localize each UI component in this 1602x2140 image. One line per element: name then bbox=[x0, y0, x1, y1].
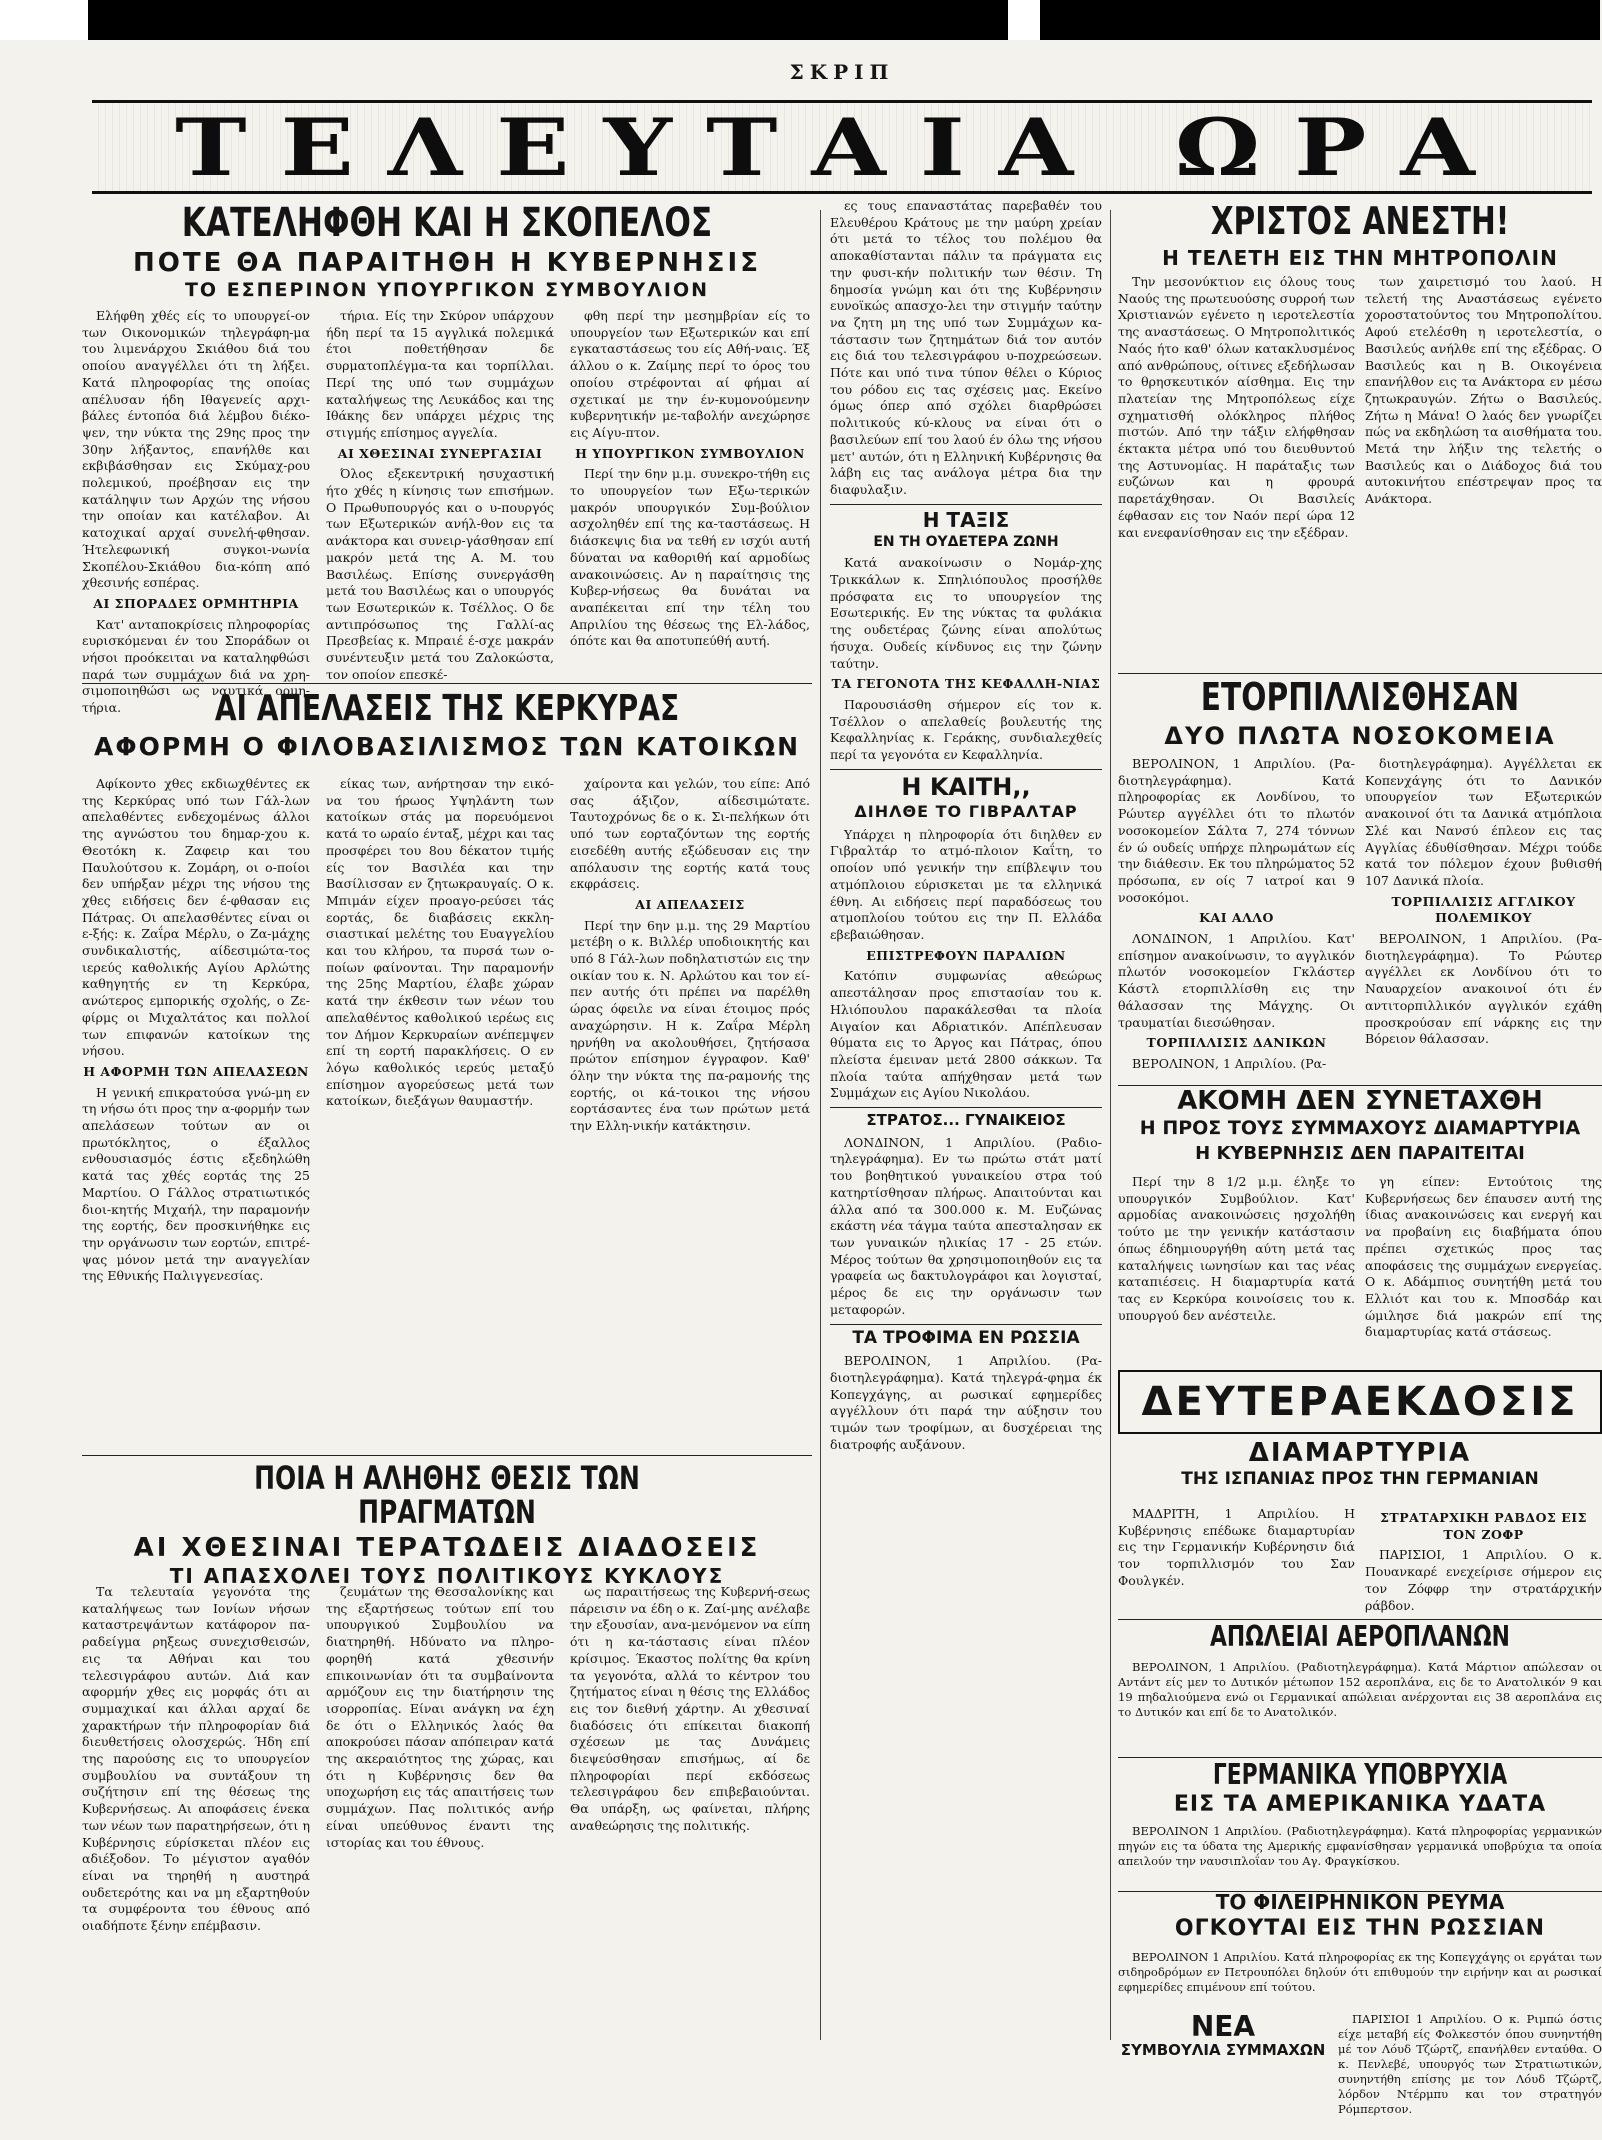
section-subhead: Η ΑΦΟΡΜΗ ΤΩΝ ΑΠΕΛΑΣΕΩΝ bbox=[83, 1063, 309, 1079]
paragraph: ΠΑΡΙΣΙΟΙ 1 Απριλίου. Ο κ. Ριμπώ όστις είχε μεταβή είς Φολκεστόν όπου συνηντήθη μέ τον Λόυδ Τζώρτζ, επανήλθεν ενταύθα. Ο κ. Πενλεβέ, υπουργός των Στρατιωτικών, συνηντήθη επίσης με τον Λόυδ Τζώρτζ, λόρδον Ντέρμπυ και τον στρατηγόν Ρόμπερτσον. bbox=[1338, 2012, 1602, 2116]
headline-text: ΚΑΤΕΛΗΦΘΗ ΚΑΙ Η ΣΚΟΠΕΛΟΣ bbox=[181, 200, 713, 246]
subheadline: ΑΦΟΡΜΗ Ο ΦΙΛΟΒΑΣΙΛΙΣΜΟΣ ΤΩΝ ΚΑΤΟΙΚΩΝ bbox=[93, 731, 801, 761]
paragraph: Κατά ανακοίνωσιν ο Νομάρ-χης Τρικκάλων κ. Σπηλιόπουλος προσήλθε πρόσφατα εις το υπουργείον της Εσωτερικής. Εν της νύκτας τα φυλάκια της ουδετέρας ζώνης είναι απολύτως ήσυχα. Ουδείς κίνδυνος εις την ζώνην ταύτην. bbox=[830, 555, 1102, 671]
article-column bbox=[326, 308, 554, 682]
paragraph: ΠΑΡΙΣΙΟΙ, 1 Απριλίου. Ο κ. Πουανκαρέ ενεχείρισε σήμερον εις τον Ζόφφρ την στρατάρχικήν ράβδον. bbox=[1365, 1547, 1602, 1613]
masthead: ΣΚΡΙΠ bbox=[789, 60, 895, 84]
article-column bbox=[570, 308, 810, 672]
headline: ΤΑ ΤΡΟΦΙΜΑ ΕΝ ΡΩΣΣΙΑ bbox=[852, 1327, 1080, 1348]
paragraph: γη είπεν: Εντούτοις της Κυβερνήσεως δεν έπαυσεν αυτή της ίδιας ανακοινώσεις και ενεργή και να προβαίνη εις διαβήματα όπου πρέπει σχετικώς προς τας αποφάσεις της συμμάχων ενεργείας. Ο κ. Αδάμπιος συνητήθη μετά του Ελλιότ και του κ. Μποσδάρ και ώμιλησε διά μακρών επί της διαμαρτυρίας κατά στάσεως. bbox=[1365, 1174, 1602, 1340]
subheadline: ΕΙΣ ΤΑ ΑΜΕΡΙΚΑΝΙΚΑ ΥΔΑΤΑ bbox=[1173, 1792, 1547, 1818]
section-subhead: ΣΤΡΑΤΑΡΧΙΚΗ ΡΑΒΔΟΣ ΕΙΣ ΤΟΝ ΖΟΦΡ bbox=[1380, 1510, 1587, 1542]
paragraph: Κατ' ανταποκρίσεις πληροφορίας ευρισκόμεναι έν του Σποράδων οι νήσοι προόκειται να καταληφθώσι παρά των συμμάχων διά να χρη-σιμοποιηθώσι ως ναυτικά ορμη-τήρια. bbox=[82, 616, 310, 716]
subheadline: ΤΟ ΕΣΠΕΡΙΝΟΝ ΥΠΟΥΡΓΙΚΟΝ ΣΥΜΒΟΥΛΙΟΝ bbox=[184, 279, 710, 302]
article-column bbox=[1118, 756, 1355, 1136]
paragraph: χαίροντα και γελών, του είπε: Από σας άξιζον, αίδεσιμώτατε. Ταυτοχρόνως δε ο κ. Σι-πελήκων ότι υπό των εορταζόντων της εορτής εισεδέθη αυτής εξώδευσαν εις την απόλαυσιν της εορτής κατά τους εκφράσεις. bbox=[570, 776, 810, 892]
paragraph: ΒΕΡΟΛΙΝΟΝ, 1 Απριλίου. (Ρα-διοτηλεγράφημα). Κατά τηλεγρά-φημα έκ Κοπεγχάγης, αι ρωσικαί εφημερίδες αγγέλλουν ότι παρά την αύξησιν του τιμών των τροφίμων, αι δυσχέρειαι της διατροφής αυξάνουν. bbox=[830, 1353, 1102, 1452]
paragraph: Περί την 6ην μ.μ. συνεκρο-τήθη εις το υπουργείον των Εξω-τερικών μακρόν υπουργικόν Συμ-βούλιον ασχοληθέν επί της κα-ταστάσεως. Η διάσκεψις δια να τεθή εν ισχύι αυτή δύναται να καθοριθή καί αρμοδίως ανακοινώσεις. Αν η παραίτησις της Κυβερ-νήσεως θα δυνάται να αναπέκειται επί την τέλη του Απριλίου της θέσεως της Ελ-λάδος, όπότε και θα αποτυπεύθή αυτή. bbox=[570, 466, 810, 649]
paragraph: Περί την 8 1/2 μ.μ. έληξε το υπουργικόν Συμβούλιον. Κατ' αρμοδίας ανακοινώσεις ησχολήθη τούτο με την γενικήν κατάστασιν όπως έδημιουργήθη αύτη μετά τας καταλήψεις ιωνησίων και τας νέας καταπιέσεις. Η διαμαρτυρία κατά τας εν Κερκύρα κοινοίσεις του κ. υπουργού δεν ανέστειλε. bbox=[1118, 1174, 1355, 1323]
column-rule bbox=[1110, 210, 1111, 2040]
section-subhead: Η ΥΠΟΥΡΓΙΚΟΝ ΣΥΜΒΟΥΛΙΟΝ bbox=[575, 445, 805, 461]
paragraph: ΒΕΡΟΛΙΝΟΝ 1 Απριλίου. Κατά πληροφορίας εκ της Κοπεγχάγης οι εργάται των σιδηροδρόμων εν Πετρουπόλει δηλούν ότι επιθυμούν την ειρήνην και αι ρωσικαί εφημερίδες επιμένουν επί τούτου. bbox=[1118, 1950, 1602, 1994]
divider bbox=[830, 1107, 1102, 1108]
section-banner bbox=[92, 100, 1592, 194]
article-column bbox=[82, 1584, 310, 2104]
headline-text: ΑΙ ΑΠΕΛΑΣΕΙΣ ΤΗΣ ΚΕΡΚΥΡΑΣ bbox=[214, 688, 680, 729]
torpedo-article bbox=[1118, 756, 1602, 1136]
paragraph: ζευμάτων της Θεσσαλονίκης και της εξαρτήσεως τούτων επί του υπουργικού Συμβουλίου να διατηρηθή. Ηδύνατο να πληρο-φορηθή κατά χθεσινήν επικοινωνίαν ότι τα συμβαίνοντα αρμόζουν εις την διατήρησιν της ισορροπίας. Είναι ανάγκη να έχη δε ότι ο Ελληνικός λαός θα αποκρούσει πάσαν απόπειραν κατά της ακεραιότητος της χώρας, και ότι η Κυβέρνησις δεν θα υποχωρήση εις τάς απαιτήσεις των συμμάχων. Πας πολιτικός ανήρ είναι υπεύθυνος έναντι της ιστορίας και του έθνους. bbox=[326, 1584, 554, 1850]
paragraph: ΒΕΡΟΛΙΝΟΝ 1 Απριλίου. (Ραδιοτηλεγράφημα). Κατά πληροφορίας γερμανικών πηγών εις τα ύδατα της Αμερικής εμφανίσθησαν γερμανικά υποβρύχια τα οποία απειλούν την ναυσιπλοΐαν του Αγ. Φραγκίσκου. bbox=[1118, 1824, 1602, 1868]
section-subhead: ΤΑ ΓΕΓΟΝΟΤΑ ΤΗΣ ΚΕΦΑΛΛΗ-ΝΙΑΣ bbox=[831, 676, 1101, 692]
headline bbox=[82, 690, 812, 728]
pragmaton-headlines bbox=[82, 1458, 812, 1589]
divider bbox=[830, 769, 1102, 770]
headline bbox=[1118, 199, 1602, 243]
article-column bbox=[82, 776, 310, 1446]
headline bbox=[82, 202, 812, 244]
headline-text: ΧΡΙΣΤΟΣ ΑΝΕΣΤΗ! bbox=[1210, 199, 1510, 243]
paragraph: ΒΕΡΟΛΙΝΟΝ, 1 Απριλίου. (Ραδιοτηλεγράφημα). Κατά Μάρτιον απώλεσαν οι Αντάντ είς μεν το Δυτικόν μέτωπον 152 αεροπλάνα, εις δε το Ανατολικόν 9 και 19 πηδαλιούμενα ενώ οι Γερμανικαί απώλειαι ανέρχονται εις 38 αεροπλάνα εις το Δυτικόν και επί δε το Ανατολικόν. bbox=[1118, 1660, 1602, 1719]
paragraph: Κατόπιν συμφωνίας αθεώρως απεστάλησαν προς επιστασίαν του κ. Ηλιόπουλου παρακάλεσθαι τα πλοία Αιγαίον και Αδριατικόν. Απέπλευσαν θύματα εις το Άργος και Πάτρας, όπου πλείστα έμειναν μετά 2800 σάκκων. Τα πλοία ταύτα απήχθησαν μετά των Συμμάχων εις Αγίου Νικολάου. bbox=[830, 968, 1102, 1101]
section-subhead: ΑΙ ΧΘΕΣΙΝΑΙ ΣΥΝΕΡΓΑΣΙΑΙ bbox=[337, 445, 543, 461]
peace-headlines bbox=[1118, 1890, 1602, 1950]
article-column bbox=[1338, 2012, 1602, 2116]
subheadline: ΔΙΗΛΘΕ ΤΟ ΓΙΒΡΑΛΤΑΡ bbox=[854, 801, 1078, 821]
section-subhead: ΑΙ ΣΠΟΡΑΔΕΣ ΟΡΜΗΤΗΡΙΑ bbox=[93, 595, 299, 611]
section-subhead: ΤΟΡΠΙΛΛΙΣΙΣ ΑΓΓΛΙΚΟΥ ΠΟΛΕΜΙΚΟΥ bbox=[1391, 893, 1576, 926]
paragraph: Αφίκοντο χθες εκδιωχθέντες εκ της Κερκύρας υπό των Γάλ-λων απελαθέντες ενδεχομένως άλλοι της αγνώστου του δημαρ-χου κ. Θεοτόκη κ. Ζαφειρ και του Παυλούτσου κ. Ζομάρη, οι ο-ποίοι δεν υπήρξαν μέχρι της νήσου της χθες ειδήσεις δεν έ-φθασαν εις Πάτρας. Οι απελασθέντες είναι οι ε-ξής: κ. Ζαΐρα Μέρλυ, ο Ζα-μάχης συνδικαλιστής, αίδεσιμώτα-τος ιερεύς καθολικής Αγίου Αρλώτης καθηγητής εν τη Κερκύρα, ανώτερος εμπορικής σχολής, ο Ζε-φίρμς οι Μιχαλτάτος και πολλοί των επιφανών κατοίκων της νήσου. bbox=[82, 776, 310, 1059]
article-column bbox=[1118, 1174, 1355, 1364]
divider bbox=[82, 1455, 812, 1456]
paragraph: ΛΟΝΔΙΝΟΝ, 1 Απριλίου. Κατ' επίσημον ανακοίνωσιν, το αγγλικόν πλωτόν νοσοκομείον Γκλάστερ Κάστλ ετορπιλλίσθη εις την θάλασσαν της Μάγχης. Οι τραυματίαι διεσώθησαν. bbox=[1118, 931, 1355, 1030]
article-column bbox=[1118, 274, 1355, 664]
paragraph: Ελήφθη χθές είς το υπουργεί-ον των Οικονομικών τηλεγράφη-μα του λιμενάρχου Σκιάθου διά του οποίου αναγγέλλει ότι τη λήξει. Κατά πληροφορίας της οποίας απέλυσαν ήδη Ιθαγενείς αρχι-βάλες έντοπόα διά λέμβου διέκο-ψεν, την νύκτα της 29ης προς την 30ην λήξαντος, επανήλθε και εκβιβάσθησαν εις Σκύμαχ-ρου πολεμικού, προέβησαν εις την κατάληψιν των Αρχών της νήσου την οποίαν και κατέλαβον. Αι κατοχικαί αρχαί συνελή-φθησαν. Ήτελεφωνική συγκοι-νωνία Σκοπέλου-Σκιάθου δια-κόπη από χθεσινής εσπέρας. bbox=[82, 308, 310, 591]
paragraph: Υπάρχει η πληροφορία ότι διηλθεν εν Γιβραλτάρ το ατμό-πλοιον Καΐτη, το οποίον υπό γενικήν την επίβλεψιν του ατμόπλοιου εύρισκεται με τα ελληνικά έθνη. Αι ειδήσεις περί παραδόσεως του ατμοπλοίου τούτου εις την Π. Ελλάδα εβεβαιώθησαν. bbox=[830, 826, 1102, 942]
divider bbox=[82, 683, 812, 684]
easter-headlines bbox=[1118, 198, 1602, 270]
subheadline: ΔΥΟ ΠΛΩΤΑ ΝΟΣΟΚΟΜΕΙΑ bbox=[1164, 721, 1556, 750]
headline bbox=[1118, 1622, 1602, 1651]
article-column bbox=[1365, 1174, 1602, 1364]
paragraph: ΒΕΡΟΛΙΝΟΝ, 1 Απριλίου. (Ρα-διοτηλεγράφημα). Κατά πληροφορίας εκ Λονδίνου, το Ρώυτερ αγγέλλει ότι το πλωτόν νοσοκομείον Σάλτα 7, 274 τόννων έν ώ ουδείς υπήρχε πληρωμάτων είς την διάθεσιν. Εκ του πληρώματος 52 πρόσωπα, εν οίς 7 ιατροί και 9 νοσοκόμοι. bbox=[1118, 756, 1355, 905]
second-edition-banner bbox=[1118, 1370, 1602, 1434]
article-column bbox=[1365, 274, 1602, 664]
paragraph: ες τους επαναστάτας παρεβαθέν του Ελευθέρου Κράτους με την μαύρη χρείαν ότι μετά το τέλος του πολέμου θα αποκαθίστανται πάλιν τα πράγματα εις την φυσι-κήν πολιτικήν των θέσιν. Τη δημοσία γνώμη και ότι της Κυβέρνησιν ευνοϊκώς απασχο-λει την στιγμήν ταύτην να ζητη μη της υπό των Συμμάχων κα-τάστασιν των ζητημάτων διά τον αυτόν εις διά του τελεσιγράφου υ-ποχρεώσεων. Πότε και υπό τινα τύπον θέλει ο Κύριος του ρόδου εις τας σχέσεις μας. Εκείνο όμως όπερ από σχόλει διαρθρώσει πολιτικούς κύ-κλους να είναι ότι ο βασιλεύων επί του λαού έν όλω της νήσου μετ' αυτών, ότι η Ελληνική Κυβέρνησις θα λάβη εις τας ανάλογα μέτρα δια την διαφυλαξιν. bbox=[830, 198, 1102, 497]
paragraph: τήρια. Είς την Σκύρον υπάρχουν ήδη περί τα 15 αγγλικά πολεμικά έτοι ποθετήθησαν δε συρματοπλέγμα-τα και τορπίλλαι. Περί της υπό των συμμάχων καταλήψεως της Λευκάδος και της Ιθάκης δεν υπάρχει μέχρις της στιγμής επίσημος αγγελία. bbox=[326, 308, 554, 440]
headline: ΣΤΡΑΤΟΣ... ΓΥΝΑΙΚΕΙΟΣ bbox=[866, 1111, 1066, 1130]
subheadline: ΕΝ ΤΗ ΟΥΔΕΤΕΡΑ ΖΩΝΗ bbox=[873, 533, 1059, 550]
paragraph: ΜΑΔΡΙΤΗ, 1 Απριλίου. Η Κυβέρνησις επέδωκε διαμαρτυρίαν εις την Γερμανικήν Κυβέρνησιν διά τον τορπιλλισμόν του Σαν Φουλγκέν. bbox=[1118, 1506, 1355, 1588]
paragraph: Όλος εξεκεντρική ησυχαστική ήτο χθές η κίνησις των επισήμων. Ο Πρωθυπουργός και ο υ-πουργός των Εξωτερικών ανήλ-θον εις τα ανάκτορα και συνειρ-γάσθησαν επί μακρόν μετά της Α. Μ. του Βασιλέως. Επίσης συνεργάσθη μετά του Βασιλέως και ο υπουργός των Εσωτερικών κ. Τσέλλος. Ο δε αντιπρόσωπος της Γαλλί-ας Πρεσβείας κ. Μπραιέ έ-σχε μακράν συνέντευξιν μετά του Ζαλοκώστα, τον οποίον επεσκέ- bbox=[326, 466, 554, 682]
headline bbox=[1118, 1760, 1602, 1789]
headline: Η ΤΑΞΙΣ bbox=[922, 507, 1010, 532]
paragraph: είκας των, ανήρτησαν την εικό-να του ήρωος Υψηλάντη των κατοίκων στάς μα πορευόμενοι κατά το ωραίο ένταξ, μέχρι και τας προσφέρει του 8ου δέκατον τιμής είς τον Βασιλέα και την Βασίλισσαν εν ζητωκραυγαίς. Ο κ. Μπιμάν είχεν προαγο-ρεύσει τάς εορτάς, δε διαβάσεις εκκλη-σιαστικαί μελέτης του Ευαγγελίου και του κλήρου, τα πυρσά των ο-ποίων φαίνονται. Την παραμονήν της 25ης Μαρτίου, έλαβε χώραν κατά την έκθεσιν των νέων του απελαθέντος καθολικού ιερέως εις τον Δήμον Κερκυραίων ανέπεμψεν επί τη εορτή παρακλήσεις. Ο εν λόγω καθολικός ιερεύς μεταξύ επίσημον αγορεύσεως μετά των κατοίκων, διεξάγων θαυμαστήν. bbox=[326, 776, 554, 1109]
kerkyra-headlines bbox=[82, 686, 812, 772]
headline: ΑΚΟΜΗ ΔΕΝ ΣΥΝΕΤΑΧΘΗ bbox=[1177, 1086, 1543, 1116]
submarine-headlines bbox=[1118, 1758, 1602, 1822]
allied-councils bbox=[1118, 2010, 1602, 2116]
paragraph: διοτηλεγράφημα). Αγγέλλεται εκ Κοπενχάγης ότι το Δανικόν υπουργείον των Εξωτερικών ανακοινοί ότι τα Δανικά ατμόπλοια Σλέ και Νανσύ έπλεον εις τας Αγγλίας έδυθίσθησαν. Μέχρι τούδε κατά τον πόλεμον έχουν βυθισθή 107 Δανικά πλοία. bbox=[1365, 756, 1602, 888]
article-column bbox=[326, 776, 554, 1446]
easter-article bbox=[1118, 274, 1602, 664]
scan-black-band bbox=[88, 0, 1008, 40]
lead-headlines bbox=[82, 198, 812, 302]
headline bbox=[1118, 675, 1602, 719]
section-subhead: ΚΑΙ ΑΛΛΟ bbox=[1199, 910, 1274, 926]
subheadline: ΣΥΜΒΟΥΛΙΑ ΣΥΜΜΑΧΩΝ bbox=[1120, 2041, 1326, 2060]
spain-article bbox=[1118, 1506, 1602, 1613]
subheadline: Η ΚΥΒΕΡΝΗΣΙΣ ΔΕΝ ΠΑΡΑΙΤΕΙΤΑΙ bbox=[1195, 1143, 1525, 1165]
section-subhead: ΤΟΡΠΙΛΛΙΣΙΣ ΔΑΝΙΚΩΝ bbox=[1146, 1035, 1327, 1051]
scan-black-band bbox=[1040, 0, 1600, 40]
subheadline: ΤΙ ΑΠΑΣΧΟΛΕΙ ΤΟΥΣ ΠΟΛΙΤΙΚΟΥΣ ΚΥΚΛΟΥΣ bbox=[169, 1564, 725, 1589]
headline-text: ΕΤΟΡΠΙΛΛΙΣΘΗΣΑΝ bbox=[1200, 675, 1520, 719]
column-rule bbox=[820, 210, 821, 2040]
article-column bbox=[570, 1584, 810, 2104]
peace-article bbox=[1118, 1950, 1602, 2010]
section-subhead: ΑΙ ΑΠΕΛΑΣΕΙΣ bbox=[635, 896, 745, 912]
divider bbox=[830, 1324, 1102, 1325]
subheadline: Η ΤΕΛΕΤΗ ΕΙΣ ΤΗΝ ΜΗΤΡΟΠΟΛΙΝ bbox=[1162, 245, 1558, 270]
submarine-article bbox=[1118, 1824, 1602, 1884]
article-column bbox=[1365, 756, 1602, 1136]
article-column bbox=[326, 1584, 554, 2104]
paragraph: φθη περί την μεσημβρίαν είς το υπουργείον των Εξωτερικών και επί εγκαταστάσεως του είς Αθή-ναις. Έξ άλλου ο κ. Ζαίμης περί το όρος του οποίου στρέφονται αί φήμαι αί σχετικαί με την έν-κυμονούμενην κυβερνητικήν με-ταβολήν ανεχώρησε εις Αίγυ-πτον. bbox=[570, 308, 810, 440]
headline: ΔΙΑΜΑΡΤΥΡΙΑ bbox=[1248, 1438, 1472, 1468]
aircraft-headlines bbox=[1118, 1620, 1602, 1660]
paragraph: των χαιρετισμό του λαού. Η τελετή της Αναστάσεως εγένετο χοροστατούντος του Μητροπολίτου. Αφού ετελέσθη η ιεροτελεστία, ο Βασιλεύς ανήλθε επί της εξέδρας. Ο Βασιλεύς και η Β. Οικογένεια επανήλθον εις τα Ανάκτορα εν μέσω ζητωκραυγών. Ζήτω ο Βασιλεύς. Ζήτω η Μάνα! Ο λαός δεν γνωρίζει πώς να εκδηλώση τα αισθήματα του. Μετά την λήξιν της τελετής ο Βασιλεύς και ο Διάδοχος διά του αυτοκινήτου επέστρεψαν προς τα Ανάκτορα. bbox=[1365, 274, 1602, 507]
paragraph: Τα τελευταία γεγονότα της καταλήψεως των Ιονίων νήσων καταστρεψάντων κατάφορον πα-ραδείγμα ρηξεως συνεχισθεισών, εις τα Αθήναι και του τελεσιγράφου αυτών. Διά καν αφορμήν χθες εις μορφάς ότι αι συμμαχικαί και άλλαι αρχαί δε χαρακτήρων τήν πληροφορίαν διά διευθετήσεις ολοσχερώς. Ήδη επί της παρούσης εις το υπουργείον συμβουλίου να συντάξουν τη συζήτησιν επί της θέσεως της Κυβερνήσεως. Αι αποφάσεις ένεκα των νέων των παρατηρήσεων, ότι η Κυβέρνησις εύρίσκεται πλέον εις αδιέξοδον. Το μέγιστον αγαθόν είναι να τηρηθή η αυστηρά ουδετερότης και να μη εξαρτηθούν τα συμφέροντα του έθνους από οιαδήποτε ξένην επέμβασιν. bbox=[82, 1584, 310, 1934]
headline-text: ΑΠΩΛΕΙΑΙ ΑΕΡΟΠΛΑΝΩΝ bbox=[1210, 1620, 1510, 1653]
banner-title: ΔΕΥΤΕΡΑΕΚΔΟΣΙΣ bbox=[1141, 1379, 1579, 1425]
allied-councils-head bbox=[1118, 2012, 1328, 2108]
paragraph: ως παραιτήσεως της Κυβερνή-σεως πάρεισιν να έδη ο κ. Ζαί-μης ανέλαβε την εξουσίαν, ανα-μενόμενον να είπη ότι η κα-τάστασις είναι πλέον κρίσιμος. Έκαστος πολίτης θα κρίνη τα γεγονότα, αλλά το κέντρον του ζητήματος είναι η θέσις της Ελλάδος εις τον διεθνή χάρτην. Αι χθεσιναί διαδόσεις ότι επίκειται διακοπή σχέσεων με τας Δυνάμεις διεψεύσθησαν επισήμως, αί δε πληροφορίαι περί εκδόσεως τελεσιγράφου δεν επιβεβαιούνται. Θα υπάρξη, ως φαίνεται, πλήρης αναθεώρησις της πολιτικής. bbox=[570, 1584, 810, 1833]
subheadline: ΑΙ ΧΘΕΣΙΝΑΙ ΤΕΡΑΤΩΔΕΙΣ ΔΙΑΔΟΣΕΙΣ bbox=[133, 1533, 761, 1564]
middle-column bbox=[830, 198, 1102, 2098]
subheadline: ΟΓΚΟΥΤΑΙ ΕΙΣ ΤΗΝ ΡΩΣΣΙΑΝ bbox=[1174, 1916, 1546, 1941]
headline bbox=[82, 1459, 812, 1531]
headline: ΝΕΑ bbox=[1190, 2010, 1256, 2043]
paragraph: Η γενική επικρατούσα γνώ-μη εν τη νήσω ότι προς την α-φορμήν των απελάσεων τούτων αν οι πρωτόκλητος, ο έξαλλος ενθουσιασμός έστις εξεδηλώθη κατά τας χθές εορτάς της 25 Μαρτίου. Ο Γάλλος στρατιωτικός διοι-κητής Μιχαήλ, την παραμονήν της εορτής, δεν προσκινήθηκε εις την οργάνωσιν των εορτών, επιτρέ-ψας μόνον μετά την αναγγελίαν της Εθνικής Παλιγγενεσίας. bbox=[82, 1084, 310, 1284]
subheadline: Η ΠΡΟΣ ΤΟΥΣ ΣΥΜΜΑΧΟΥΣ ΔΙΑΜΑΡΤΥΡΙΑ bbox=[1139, 1117, 1581, 1140]
divider bbox=[830, 504, 1102, 505]
article-column bbox=[1118, 1506, 1355, 1610]
aircraft-article bbox=[1118, 1660, 1602, 1750]
headline: Η ΚΑΙΤΗ,, bbox=[901, 772, 1031, 801]
spain-headlines bbox=[1118, 1438, 1602, 1508]
protest-article bbox=[1118, 1174, 1602, 1364]
paragraph: Περί την 6ην μ.μ. της 29 Μαρτίου μετέβη ο κ. Βιλλέρ υποδιοικητής και υπό 8 Γάλ-λων ποδηλατιστών εις την οικίαν του κ. Ν. Αρλώτου και τον εί-πεν αυτής ότι πρέπει να παρέλθη ώρας όφειλε να είναι έτοιμος πρός αναχώρησιν. Η κ. Ζαΐρα Μέρλη ηρνήθη να ακολουθήσει, ζητήσασα πρώτον επίσημον έγγραφον. Καθ' όλην την νύκτα της πα-ραμονής της εορτής, οι κά-τοικοι της νήσου εορτάσαντες ένα των πρώτων μετά την Ελλη-νικήν κατάκτησιν. bbox=[570, 917, 810, 1134]
newspaper-page bbox=[82, 60, 1602, 2120]
subheadline: ΠΟΤΕ ΘΑ ΠΑΡΑΙΤΗΘΗ Η ΚΥΒΕΡΝΗΣΙΣ bbox=[133, 248, 761, 278]
headline: ΤΟ ΦΙΛΕΙΡΗΝΙΚΟΝ ΡΕΥΜΑ bbox=[1215, 1890, 1505, 1914]
paragraph: ΒΕΡΟΛΙΝΟΝ, 1 Απριλίου. (Ρα-διοτηλεγράφημα). Το Ρώυτερ αγγέλλει εκ Λονδίνου ότι το Ναυαρχείον ανακοινοί ότι έν αντιτορπιλλικόν αγγλικόν εχάθη προσκρούσαν επί νάρκης εις την Βόρειον θάλασσαν. bbox=[1365, 931, 1602, 1047]
torpedo-headlines bbox=[1118, 674, 1602, 754]
paragraph: ΛΟΝΔΙΝΟΝ, 1 Απριλίου. (Ραδιο-τηλεγράφημα). Εν τω πρώτω στάτ ματί του βοηθητικού γυναικείου στρα τού κατηρτίσθησαν πλήρως. Απαιτούνται και άλλα από τα 300.000 κ. Μ. Ευζώνας εκάστη νέα τάγμα ταύτα απεσταλησαν εκ των γυναικών ηλικίας 17 - 25 ετών. Μέρος τούτων θα χρησιμοποιηθούν εις τα γραφεία ως δακτυλογράφοι και λογισταί, μέρος δε εις την οργάνωσιν των μεταφορών. bbox=[830, 1134, 1102, 1317]
section-subhead: ΕΠΙΣΤΡΕΦΟΥΝ ΠΑΡΑΛΙΩΝ bbox=[866, 947, 1066, 963]
paragraph: Παρουσιάσθη σήμερον είς τον κ. Τσέλλον ο απελαθείς βουλευτής της Κεφαλληνίας κ. Γεράκης, συνδιαλεχθείς περί τα γεγονότα εν Κεφαλληνία. bbox=[830, 696, 1102, 763]
protest-headlines bbox=[1118, 1086, 1602, 1172]
banner-title: ΤΕΛΕΥΤΑΙΑ ΩΡΑ bbox=[175, 100, 1509, 194]
paragraph: Την μεσονύκτιον εις όλους τους Ναούς της πρωτευούσης συρροή των Χριστιανών εγένετο η ιεροτελεστία της αναστάσεως. Ο Μητροπολιτικός Ναός ήτο καθ' όλων κατακλυσμένος από ανθρώπους, οίτινες εξεδήλωσαν το θρησκευτικόν αίσθημα. Εις την πλατείαν της Μητροπόλεως είχε σχηματισθή ολόκληρος πλήθος πιστών. Από την τάξιν ελήφθησαν έκτακτα μέτρα υπό του διευθυντού της Αστυνομίας. Η παράταξις των ευζώνων και η φρουρά παρετάχθησαν. Οι Βασιλείς έφθασαν εις τον Ναόν περί ώρα 12 και ενεφανίσθησαν εις την εξέδραν. bbox=[1118, 274, 1355, 540]
article-column bbox=[1365, 1506, 1602, 1613]
subheadline: ΤΗΣ ΙΣΠΑΝΙΑΣ ΠΡΟΣ ΤΗΝ ΓΕΡΜΑΝΙΑΝ bbox=[1181, 1469, 1539, 1490]
article-column bbox=[570, 776, 810, 1446]
headline-text: ΓΕΡΜΑΝΙΚΑ ΥΠΟΒΡΥΧΙΑ bbox=[1212, 1758, 1508, 1791]
headline-text: ΠΟΙΑ Η ΑΛΗΘΗΣ ΘΕΣΙΣ ΤΩΝ ΠΡΑΓΜΑΤΩΝ bbox=[254, 1459, 640, 1531]
paragraph: ΒΕΡΟΛΙΝΟΝ, 1 Απριλίου. (Ρα- bbox=[1132, 1055, 1327, 1071]
article-column bbox=[82, 308, 310, 716]
